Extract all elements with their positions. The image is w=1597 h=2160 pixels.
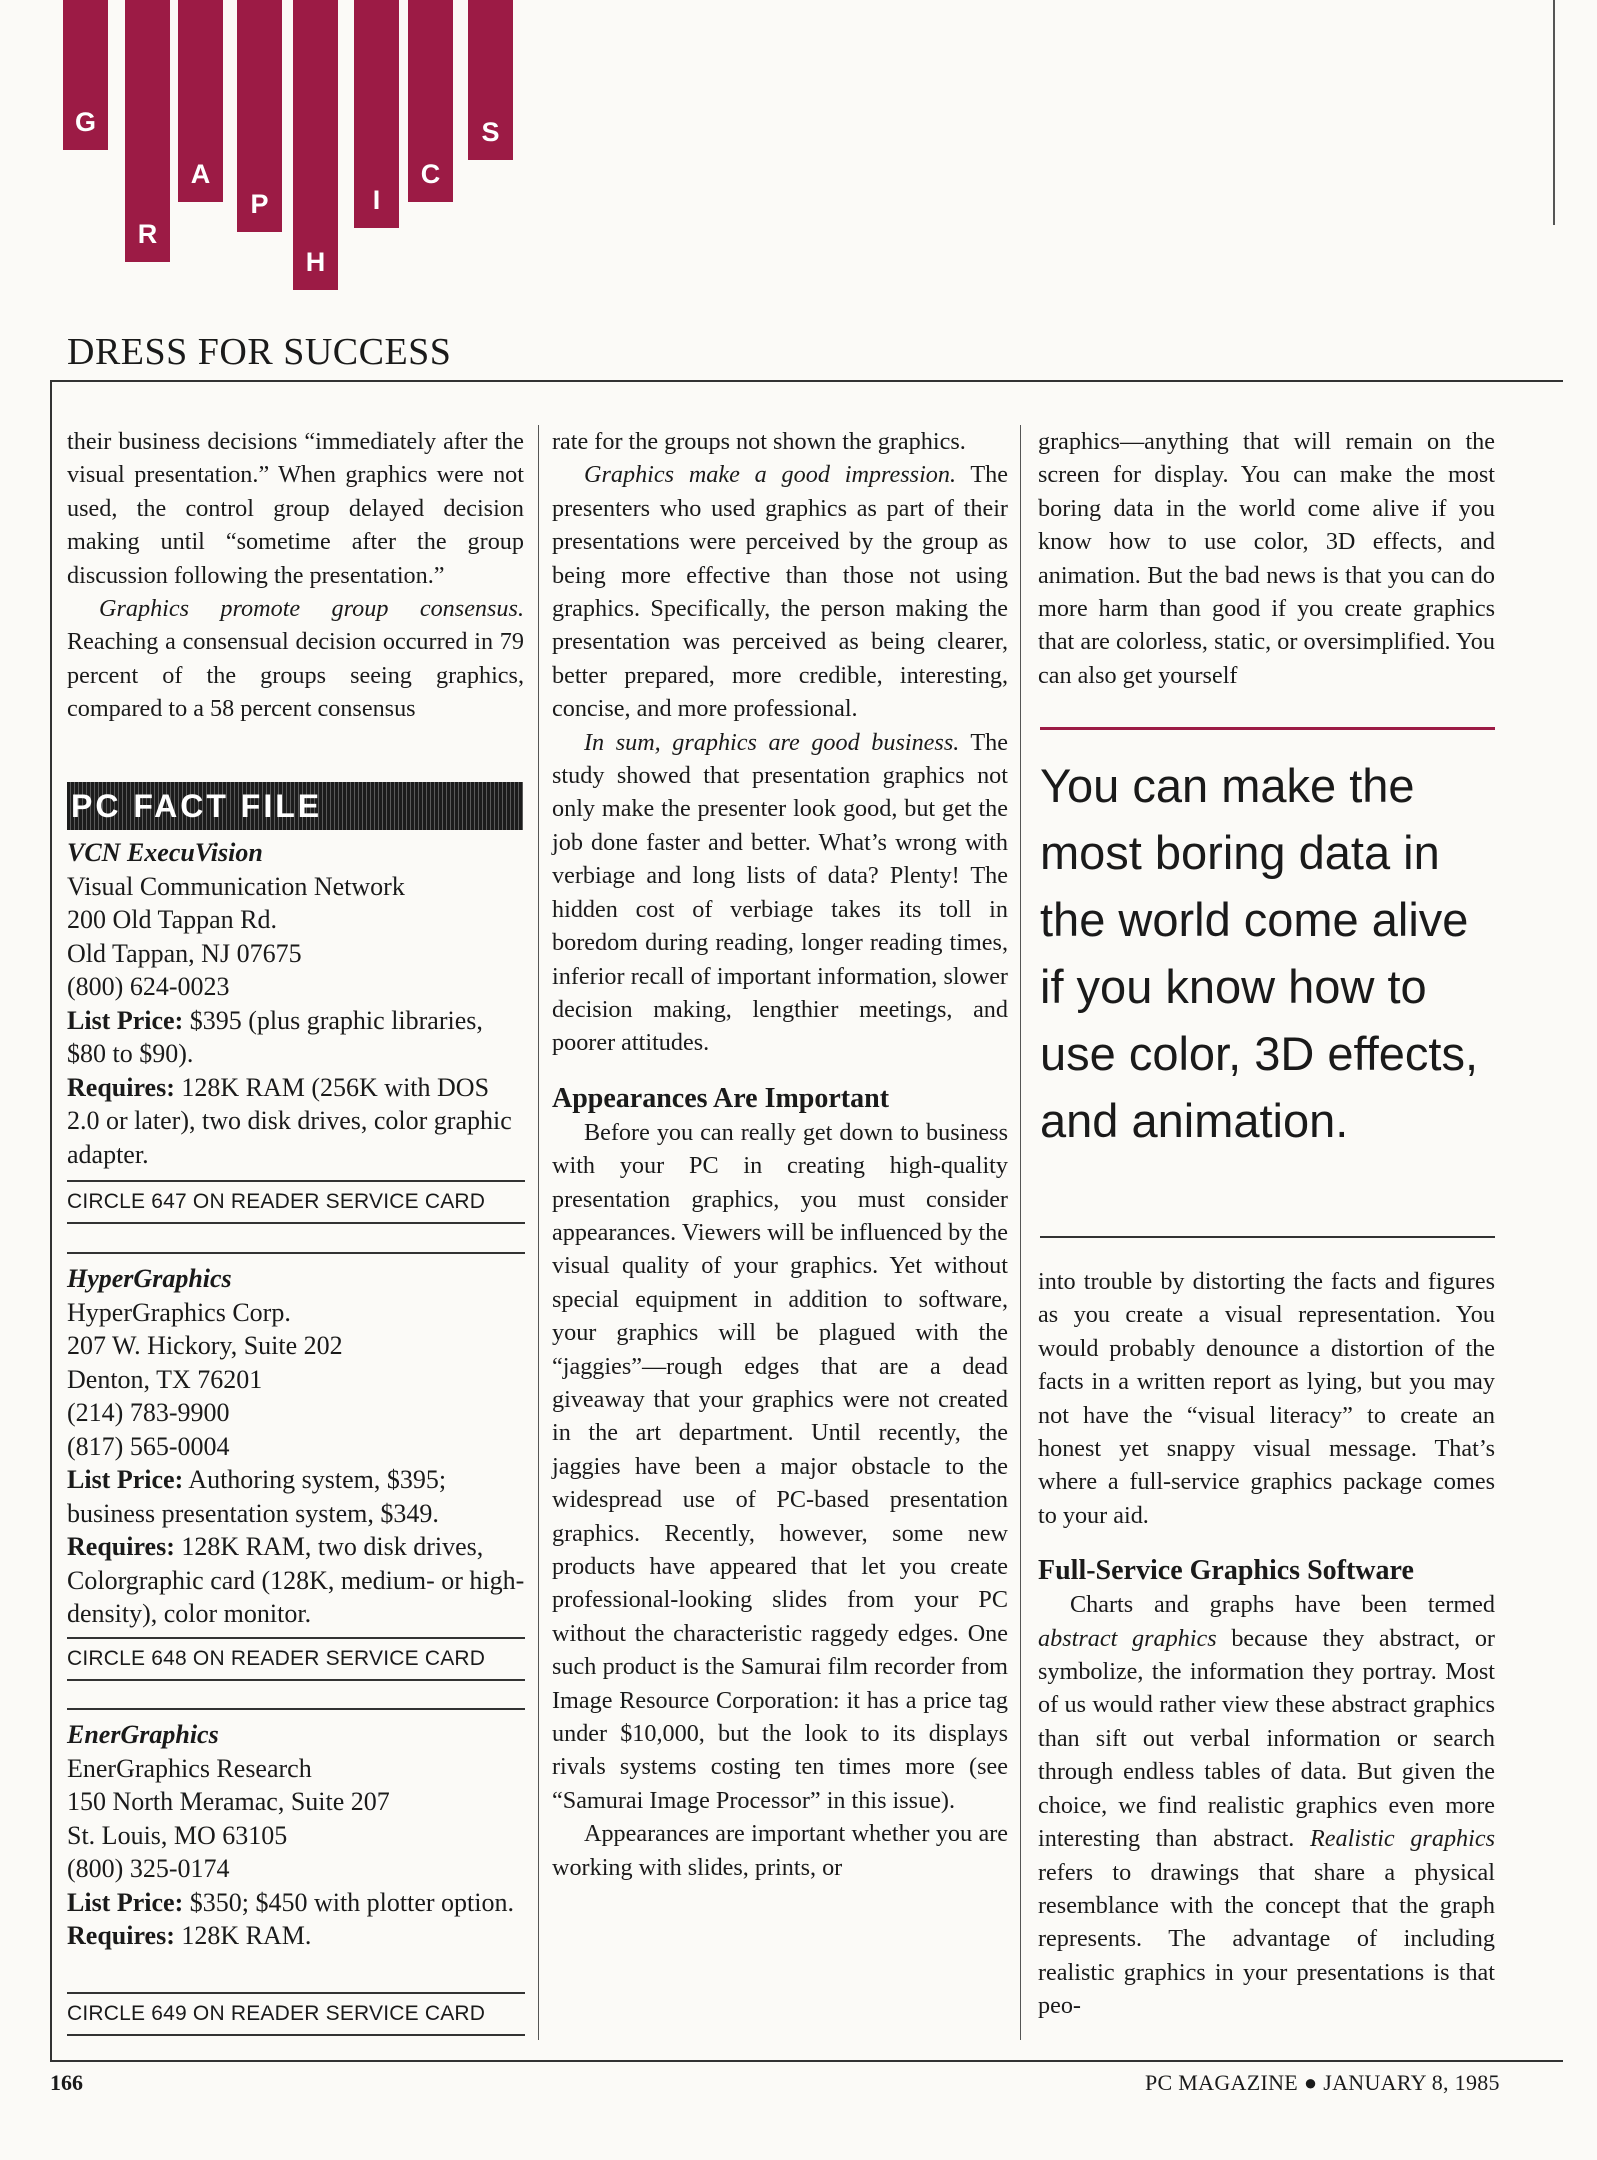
vendor-line: St. Louis, MO 63105 xyxy=(67,1820,288,1850)
paragraph xyxy=(1038,1588,1495,2022)
product-name: HyperGraphics xyxy=(67,1264,232,1293)
paragraph xyxy=(552,458,1008,725)
list-price xyxy=(67,1463,525,1530)
paragraph xyxy=(552,726,1008,1060)
paragraph: into trouble by distorting the facts and figures as you create a visual representation. You would probably denounce a distortion of the facts in a written report as lying, but you may not have the “visual literacy” to create an honest yet snappy visual message. That’s where a full-service graphics package comes to your aid. xyxy=(1038,1268,1495,1529)
fact-file-entry-3 xyxy=(67,1718,525,1953)
fact-file-title: PC FACT FILE xyxy=(71,788,323,824)
banner-bar-g xyxy=(63,0,108,150)
column-3-text-top xyxy=(1038,425,1495,692)
vendor-line: 207 W. Hickory, Suite 202 xyxy=(67,1331,343,1360)
column-divider-1 xyxy=(538,425,539,2040)
vendor-line: (800) 325-0174 xyxy=(67,1854,230,1883)
reader-service-circle-648: CIRCLE 648 ON READER SERVICE CARD xyxy=(67,1637,525,1681)
vendor-line: EnerGraphics Research xyxy=(67,1753,312,1783)
paragraph: their business decisions “immediately after the visual presentation.” When graphics were not used, the control group delayed decision making until “sometime after the group discussion following the presentation.” xyxy=(67,428,524,589)
product-name: EnerGraphics xyxy=(67,1720,219,1749)
section-title: DRESS FOR SUCCESS xyxy=(67,331,452,373)
column-3-text-bottom xyxy=(1038,1265,1495,2023)
fact-file-header xyxy=(67,782,523,830)
price-label: List Price: xyxy=(67,1465,184,1494)
requires-label: Requires: xyxy=(67,1532,175,1561)
vendor-line: Visual Communication Network xyxy=(67,871,405,901)
paragraph: Appearances are important whether you are working with slides, prints, or xyxy=(552,1820,1008,1881)
requires-value: 128K RAM (256K with DOS 2.0 or later), two disk drives, color graphic adapter. xyxy=(67,1072,512,1169)
requires-value: 128K RAM. xyxy=(174,1921,312,1950)
page-number: 166 xyxy=(50,2070,83,2095)
product-name: VCN ExecuVision xyxy=(67,838,263,867)
subheading-appearances: Appearances Are Important xyxy=(552,1082,890,1114)
requires-value: 128K RAM, two disk drives, Colorgraphic card (128K, medium- or high-density), color monitor. xyxy=(67,1532,525,1628)
italic-term: Realistic graphics xyxy=(1310,1825,1495,1853)
column-1-text xyxy=(67,425,524,726)
list-price xyxy=(67,1886,525,1920)
banner-letter: H xyxy=(305,247,326,277)
reader-service-circle-647: CIRCLE 647 ON READER SERVICE CARD xyxy=(67,1180,525,1224)
paragraph-text: The presenters who used graphics as part of their presentations were perceived by the group as being more effective than those not using graphics. Specifically, the person making the presentation was perceived as being clearer, better prepared, more credible, interesting, concise, and more professional. xyxy=(552,461,1008,723)
subheading-full-service: Full-Service Graphics Software xyxy=(1038,1555,1414,1587)
banner-letter: S xyxy=(481,117,500,147)
requires-label: Requires: xyxy=(67,1921,175,1950)
banner-bar-p xyxy=(237,0,282,232)
banner-letter: I xyxy=(372,185,381,215)
vendor-line: HyperGraphics Corp. xyxy=(67,1297,291,1327)
price-value: $350; $450 with plotter option. xyxy=(183,1887,514,1917)
fact-file-entry-2 xyxy=(67,1262,525,1631)
paragraph xyxy=(67,592,524,726)
top-divider xyxy=(50,380,1563,382)
column-2-text xyxy=(552,425,1008,1884)
banner-letter: G xyxy=(74,107,96,137)
vendor-line: (214) 783-9900 xyxy=(67,1398,230,1427)
top-right-rule xyxy=(1553,0,1555,225)
paragraph-text: Reaching a consensual decision occurred in 79 percent of the groups seeing graphics, compared to a 58 percent consensus xyxy=(67,628,524,723)
requirements xyxy=(67,1071,525,1172)
italic-term: abstract graphics xyxy=(1038,1624,1217,1652)
vendor-line: Denton, TX 76201 xyxy=(67,1364,263,1394)
list-price xyxy=(67,1004,525,1071)
entry-separator xyxy=(67,1708,525,1710)
vendor-line: (800) 624-0023 xyxy=(67,972,230,1001)
banner-bar-i xyxy=(354,0,399,228)
requires-label: Requires: xyxy=(67,1072,175,1102)
reader-service-circle-649: CIRCLE 649 ON READER SERVICE CARD xyxy=(67,1992,525,2036)
paragraph-text: The study showed that presentation graphics not only make the presenter look good, but get the job done faster and better. What’s wrong with verbiage and long lists of data? Plenty! The hidden cost of verbiage takes its toll in boredom during reading, longer reading times, inferior recall of important information, slower decision making, lengthier meetings, and poorer attitudes. xyxy=(552,728,1008,1057)
price-value: Authoring system, $395; business presentation system, $349. xyxy=(67,1465,447,1528)
fact-file-entry-1 xyxy=(67,836,525,1171)
price-label: List Price: xyxy=(67,1005,184,1035)
banner-bar-h xyxy=(293,0,338,290)
vendor-line: (817) 565-0004 xyxy=(67,1431,230,1461)
entry-separator xyxy=(67,1252,525,1254)
banner-letter: C xyxy=(420,159,441,189)
banner-bar-r xyxy=(125,0,170,262)
paragraph-text: Charts and graphs have been termed xyxy=(1070,1591,1495,1619)
lead-italic: In sum, graphics are good business. xyxy=(584,728,960,756)
column-divider-2 xyxy=(1020,425,1021,2040)
paragraph-text: because they abstract, or symbolize, the information they portray. Most of us would rather view these abstract graphics than sift out verbal information or search through endless tables of data. But given the choice, we find realistic graphics even more interesting than abstract. xyxy=(1038,1624,1495,1853)
pullquote-top-rule xyxy=(1040,727,1495,730)
banner-letter: A xyxy=(190,159,211,189)
left-border xyxy=(50,380,52,2060)
banner-bar-s xyxy=(468,0,513,160)
requirements xyxy=(67,1919,525,1953)
vendor-line: 200 Old Tappan Rd. xyxy=(67,905,278,934)
lead-italic: Graphics promote group consensus. xyxy=(99,595,524,623)
banner-bar-c xyxy=(408,0,453,202)
banner-bar-a xyxy=(178,0,223,202)
banner-letter: R xyxy=(137,219,158,249)
magazine-footer: PC MAGAZINE ● JANUARY 8, 1985 xyxy=(1145,2070,1500,2095)
vendor-line: Old Tappan, NJ 07675 xyxy=(67,938,302,968)
lead-italic: Graphics make a good impression. xyxy=(584,461,957,489)
banner-letter: P xyxy=(250,189,269,219)
paragraph: Before you can really get down to business with your PC in creating high-quality presentation graphics, you must consider appearances. Viewers will be influenced by the visual quality of your graphics. Yet without special equipment in addition to software, your graphics will be plagued with the “jaggies”—rough edges that are a dead giveaway that your graphics were not created in the art department. Until recently, the jaggies have been a major obstacle to the widespread use of PC-based presentation graphics. Recently, however, some new products have appeared that let you create professional-looking slides from your PC without the characteristic raggedy edges. One such product is the Samurai film recorder from Image Resource Corporation: it has a price tag under $10,000, but the look to its displays rivals systems costing ten times more (see “Samurai Image Processor” in this issue). xyxy=(552,1118,1008,1814)
pullquote: You can make the most boring data in the world come alive if you know how to use color, 3D effects, and animation. xyxy=(1040,759,1479,1147)
price-value: $395 (plus graphic libraries, $80 to $90). xyxy=(67,1005,483,1068)
paragraph-text: refers to drawings that share a physical resemblance with the concept that the graph represents. The advantage of including realistic graphics in your presentations is that peo- xyxy=(1038,1858,1495,2020)
price-label: List Price: xyxy=(67,1887,184,1917)
bottom-divider xyxy=(50,2060,1563,2062)
graphics-banner xyxy=(0,0,560,300)
vendor-line: 150 North Meramac, Suite 207 xyxy=(67,1787,390,1816)
paragraph: rate for the groups not shown the graphics. xyxy=(552,428,966,455)
requirements xyxy=(67,1530,525,1631)
paragraph: graphics—anything that will remain on the screen for display. You can make the most boring data in the world come alive if you know how to use color, 3D effects, and animation. But the bad news is that you can do more harm than good if you create graphics that are colorless, static, or oversimplified. You can also get yourself xyxy=(1038,428,1495,689)
pullquote-bottom-rule xyxy=(1040,1236,1495,1238)
